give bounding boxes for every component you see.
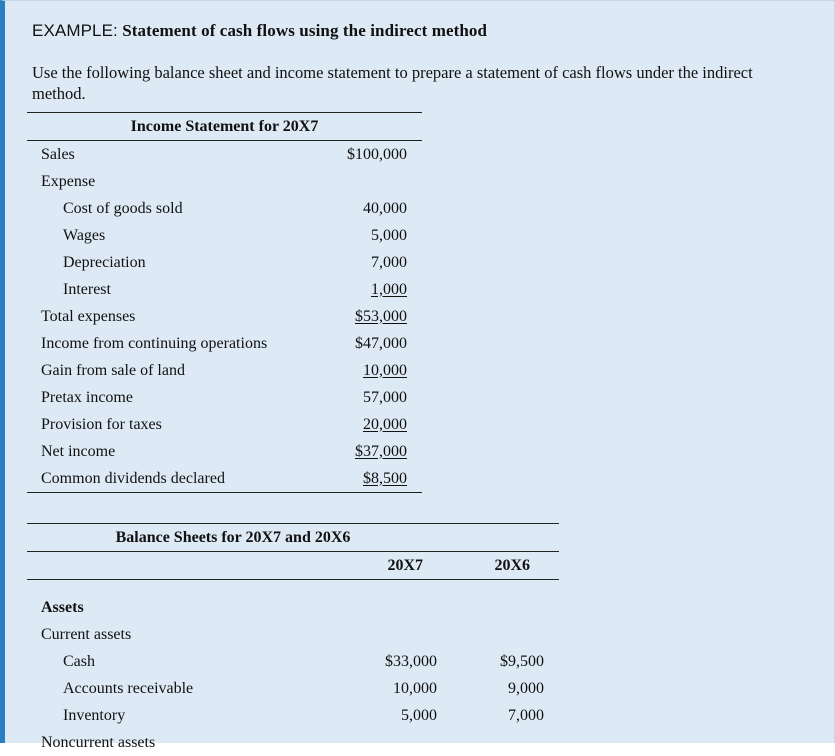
example-title-text: Statement of cash flows using the indirect method: [122, 21, 488, 40]
row-value: 57,000: [363, 388, 407, 406]
table-row: [27, 330, 422, 357]
row-value: 10,000: [363, 361, 407, 379]
row-label: Cost of goods sold: [63, 199, 183, 217]
table-row: [27, 594, 559, 621]
row-label: Noncurrent assets: [41, 733, 156, 751]
table-row: [27, 141, 422, 169]
balance-sheets-heading-row: [27, 524, 559, 552]
row-label: Income from continuing operations: [41, 334, 268, 352]
row-label: Cash: [63, 652, 95, 670]
income-statement-heading-row: [27, 113, 422, 141]
value-20x7: [344, 594, 452, 621]
table-row: [27, 702, 559, 729]
row-label: Wages: [63, 226, 106, 244]
row-label: Inventory: [63, 706, 126, 724]
income-statement-table: [27, 112, 422, 493]
value-20x7: [344, 621, 452, 648]
row-value: 20,000: [363, 415, 407, 433]
table-row: [27, 465, 422, 493]
value-20x6: 7,000: [508, 706, 544, 724]
table-row: [27, 276, 422, 303]
row-label: Interest: [63, 280, 111, 298]
balance-sheets-table: [27, 523, 559, 756]
table-row: [27, 411, 422, 438]
row-label: Assets: [41, 598, 84, 616]
value-20x6: 9,000: [508, 679, 544, 697]
column-header-20x7: 20X7: [344, 552, 452, 580]
table-row: [27, 222, 422, 249]
intro-text: Use the following balance sheet and income statement to prepare a statement of cash flows under the indirect method.: [32, 63, 753, 103]
table-row: [27, 621, 559, 648]
row-label: Depreciation: [63, 253, 146, 271]
row-label: Net income: [41, 442, 116, 460]
row-label: Gain from sale of land: [41, 361, 185, 379]
table-row: [27, 357, 422, 384]
table-row: [27, 303, 422, 330]
value-20x6: [452, 621, 559, 648]
row-value: 7,000: [371, 253, 407, 271]
example-prefix: EXAMPLE:: [32, 21, 118, 40]
table-row: [27, 384, 422, 411]
table-row: [27, 438, 422, 465]
row-label: Sales: [41, 145, 75, 163]
row-value: 40,000: [363, 199, 407, 217]
value-20x7: $33,000: [385, 652, 437, 670]
table-row: [27, 195, 422, 222]
row-value: $37,000: [355, 442, 407, 460]
income-statement-heading: Income Statement for 20X7: [27, 113, 422, 141]
table-row: [27, 648, 559, 675]
row-label: Provision for taxes: [41, 415, 162, 433]
row-value: [312, 168, 422, 195]
column-header-row: [27, 552, 559, 580]
row-value: 5,000: [371, 226, 407, 244]
table-row: [27, 168, 422, 195]
row-label: Common dividends declared: [27, 465, 312, 493]
row-label: Current assets: [41, 625, 132, 643]
table-row: [27, 675, 559, 702]
table-row: [27, 249, 422, 276]
value-20x6: $9,500: [500, 652, 544, 670]
row-value: $100,000: [347, 145, 407, 163]
row-value: $47,000: [355, 334, 407, 352]
row-value: $53,000: [355, 307, 407, 325]
balance-sheets-heading: Balance Sheets for 20X7 and 20X6: [27, 524, 559, 552]
row-value: 1,000: [371, 280, 407, 298]
value-20x7: 5,000: [401, 706, 437, 724]
row-label: Total expenses: [41, 307, 136, 325]
column-header-20x6: 20X6: [452, 552, 559, 580]
row-label: Expense: [41, 172, 96, 190]
example-title: [32, 21, 487, 41]
row-label: Accounts receivable: [63, 679, 194, 697]
value-20x7: 10,000: [393, 679, 437, 697]
row-value: $8,500: [312, 465, 422, 493]
value-20x6: [452, 594, 559, 621]
row-label: Pretax income: [41, 388, 133, 406]
